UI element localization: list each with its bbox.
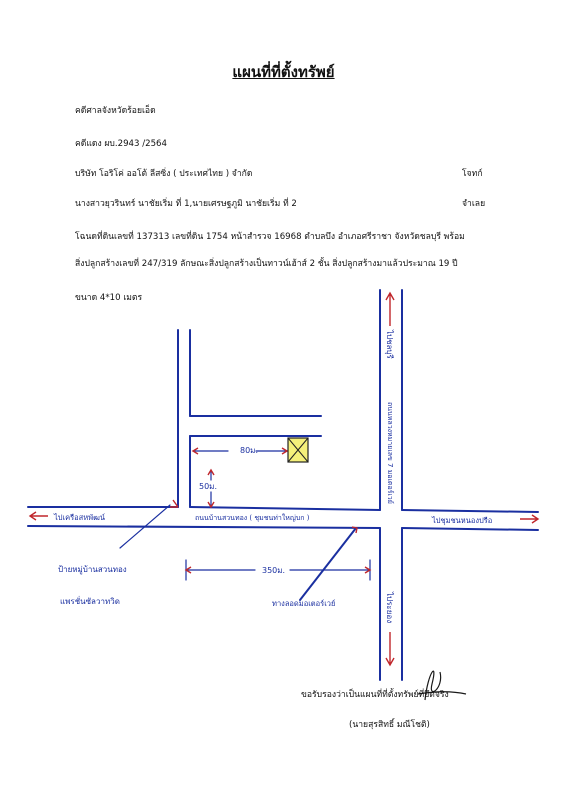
motorway-label: ถนนหลวงหมายเลข 7 มอเตอร์เวย์ <box>386 402 394 504</box>
arrow-south <box>386 632 394 665</box>
dist-350-label: 350ม. <box>262 566 286 575</box>
defendants-line: นางสาวยุวรินทร์ นาชัยเริ่ม ที่ 1,นายเศรษฐภูมิ นาชัยเริ่ม ที่ 2 <box>75 199 297 209</box>
plaintiff-role: โจทก์ <box>462 169 483 179</box>
certifier-name: (นายสุรสิทธิ์ มณีโชติ) <box>349 720 430 730</box>
underpass-line <box>300 528 356 600</box>
underpass-label: ทางลอดมอเตอร์เวย์ <box>272 599 336 608</box>
court-line: คดีศาลจังหวัดร้อยเอ็ด <box>75 106 156 116</box>
plaintiff-line: บริษัท โอริโค่ ออโต้ ลีสซิ่ง ( ประเทศไทย ) จำกัด <box>75 169 253 179</box>
village-sign-label-2: แพรชั่นซัลวาทวิด <box>60 597 120 606</box>
page-title: แผนที่ที่ตั้งทรัพย์ <box>232 63 335 81</box>
defendant-role: จำเลย <box>462 199 486 209</box>
main-road-top-edge <box>28 507 538 512</box>
certification-text: ขอรับรองว่าเป็นแผนที่ที่ตั้งทรัพย์ที่ยึดจริง <box>301 690 449 700</box>
arrow-north <box>386 293 394 326</box>
side-road-label: ถนนบ้านสวนทอง ( ชุมชนท่าใหญ่บก ) <box>195 514 310 522</box>
to-west-label: ไปเครือสหพัฒน์ <box>54 513 106 522</box>
to-east-label: ไปชุมชนหนองปรือ <box>432 516 493 525</box>
to-south-label: ไประยอง <box>385 592 394 624</box>
arrow-village-sign <box>170 500 178 507</box>
village-sign-label: ป้ายหมู่บ้านสวนทอง <box>58 565 127 574</box>
case-number: คดีแดง ผบ.2943 /2564 <box>75 139 167 149</box>
property-line-1: โฉนดที่ดินเลขที่ 137313 เลขที่ดิน 1754 หน้าสำรวจ 16968 ตำบลบึง อำเภอศรีราชา จังหวัดชลบุรี พร้อม <box>75 232 465 242</box>
main-road-bottom-edge <box>28 526 538 530</box>
arrow-west <box>30 512 48 520</box>
size-line: ขนาด 4*10 เมตร <box>75 293 143 303</box>
dist-80-label: 80ม. <box>240 446 258 455</box>
property-line-2: สิ่งปลูกสร้างเลขที่ 247/319 ลักษณะสิ่งปลูกสร้างเป็นทาวน์เฮ้าส์ 2 ชั้น สิ่งปลูกสร้างมาแล้วประมาณ 19 ปี <box>75 259 458 269</box>
to-north-label: ไปชลบุรี <box>385 330 394 359</box>
property-marker <box>288 438 308 462</box>
dist-50-label: 50ม. <box>199 482 217 491</box>
arrow-east <box>520 515 538 523</box>
